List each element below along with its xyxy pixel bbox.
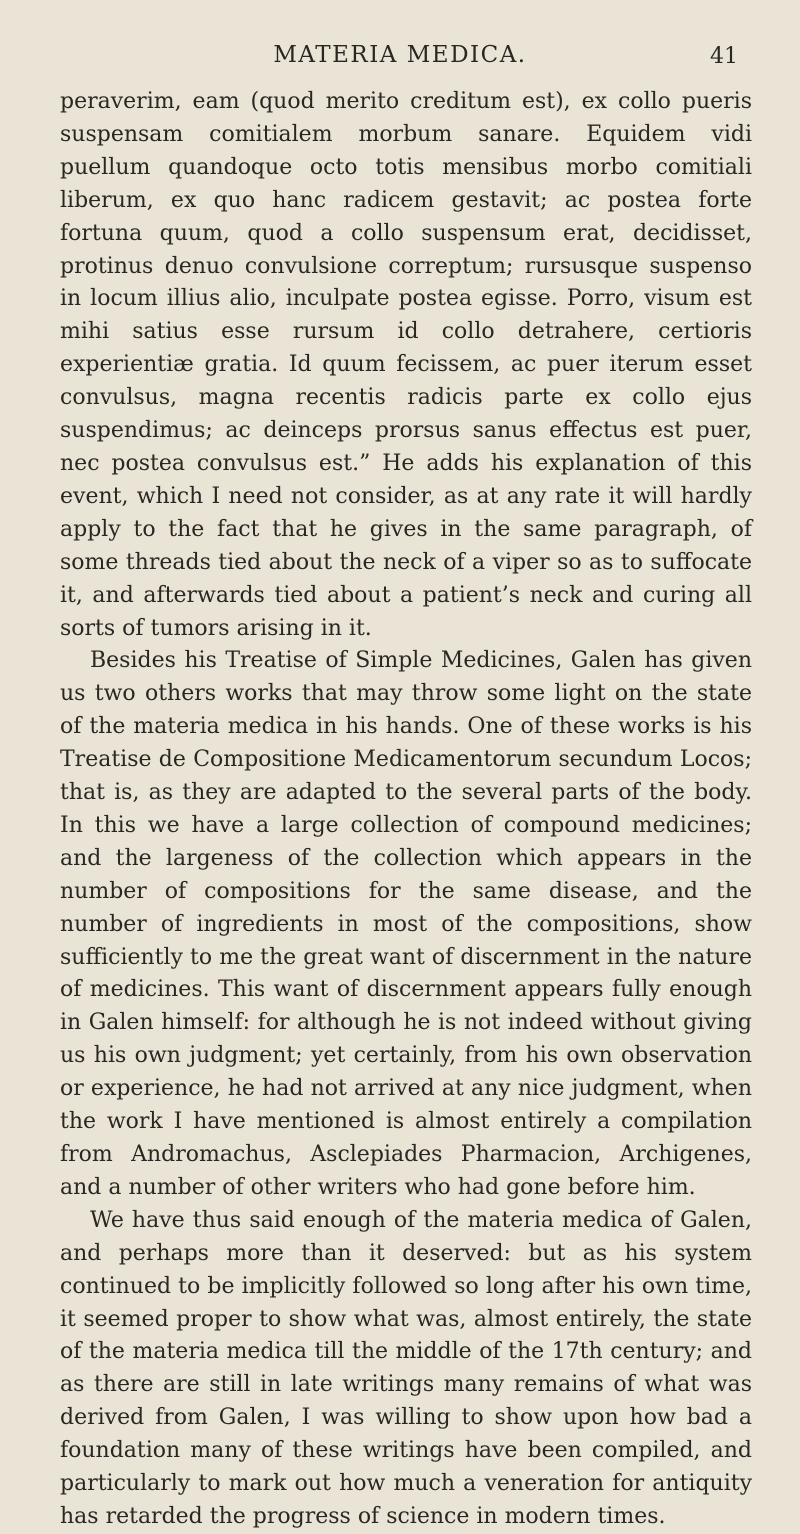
paragraph-conclusion: We have thus said enough of the materia medica of Galen, and perhaps more than it deserved: but as his system continued to be implicitly followed so long after his own time, it seemed proper to show what was, almost entirely, the state of the materia medica till the middle of the 17th century; and as there are still in late writings many remains of what was derived from Galen, I was willing to show upon how bad a foundation many of these writings have been compiled, and particularly to mark out how much a veneration for antiquity has retarded the progress of science in modern times. <box>60 1207 752 1529</box>
paragraph-galen-treatise: Besides his Treatise of Simple Medicines, Galen has given us two others works that may throw some light on the state of the materia medica in his hands. One of these works is his Treatise de Compositione Medicamentorum secundum Locos; that is, as they are adapted to the several parts of the body. In this we have a large collection of compound medicines; and the largeness of the collection which appears in the number of compositions for the same disease, and the number of ingredients in most of the compositions, show sufficiently to me the great want of discernment in the nature of medicines. This want of discernment appears fully enough in Galen himself: for although he is not indeed without giving us his own judgment; yet certainly, from his own observation or experience, he had not arrived at any nice judgment, when the work I have mentioned is almost entirely a compilation from Andromachus, Asclepiades Pharmacion, Archigenes, and a number of other writers who had gone before him. <box>60 648 752 1200</box>
running-head <box>0 42 800 74</box>
body-text <box>60 86 752 1534</box>
page-number: 41 <box>710 44 738 69</box>
paragraph-continued: peraverim, eam (quod merito creditum est), ex collo pueris suspensam comitialem morbum sanare. Equidem vidi puellum quandoque octo totis mensibus morbo comitiali liberum, ex quo hanc radicem gestavit; ac postea forte fortuna quum, quod a collo suspensum erat, decidisset, protinus denuo convulsione correptum; rursusque suspenso in locum illius alio, inculpate postea egisse. Porro, visum est mihi satius esse rursum id collo detrahere, certioris experientiæ gratia. Id quum fecissem, ac puer iterum esset convulsus, magna recentis radicis parte ex collo ejus suspendimus; ac deinceps prorsus sanus effectus est puer, nec postea convulsus est.” He adds his explanation of this event, which I need not consider, as at any rate it will hardly apply to the fact that he gives in the same paragraph, of some threads tied about the neck of a viper so as to suffocate it, and afterwards tied about a patient’s neck and curing all sorts of tumors arising in it. <box>60 89 752 641</box>
running-title: MATERIA MEDICA. <box>273 42 527 68</box>
